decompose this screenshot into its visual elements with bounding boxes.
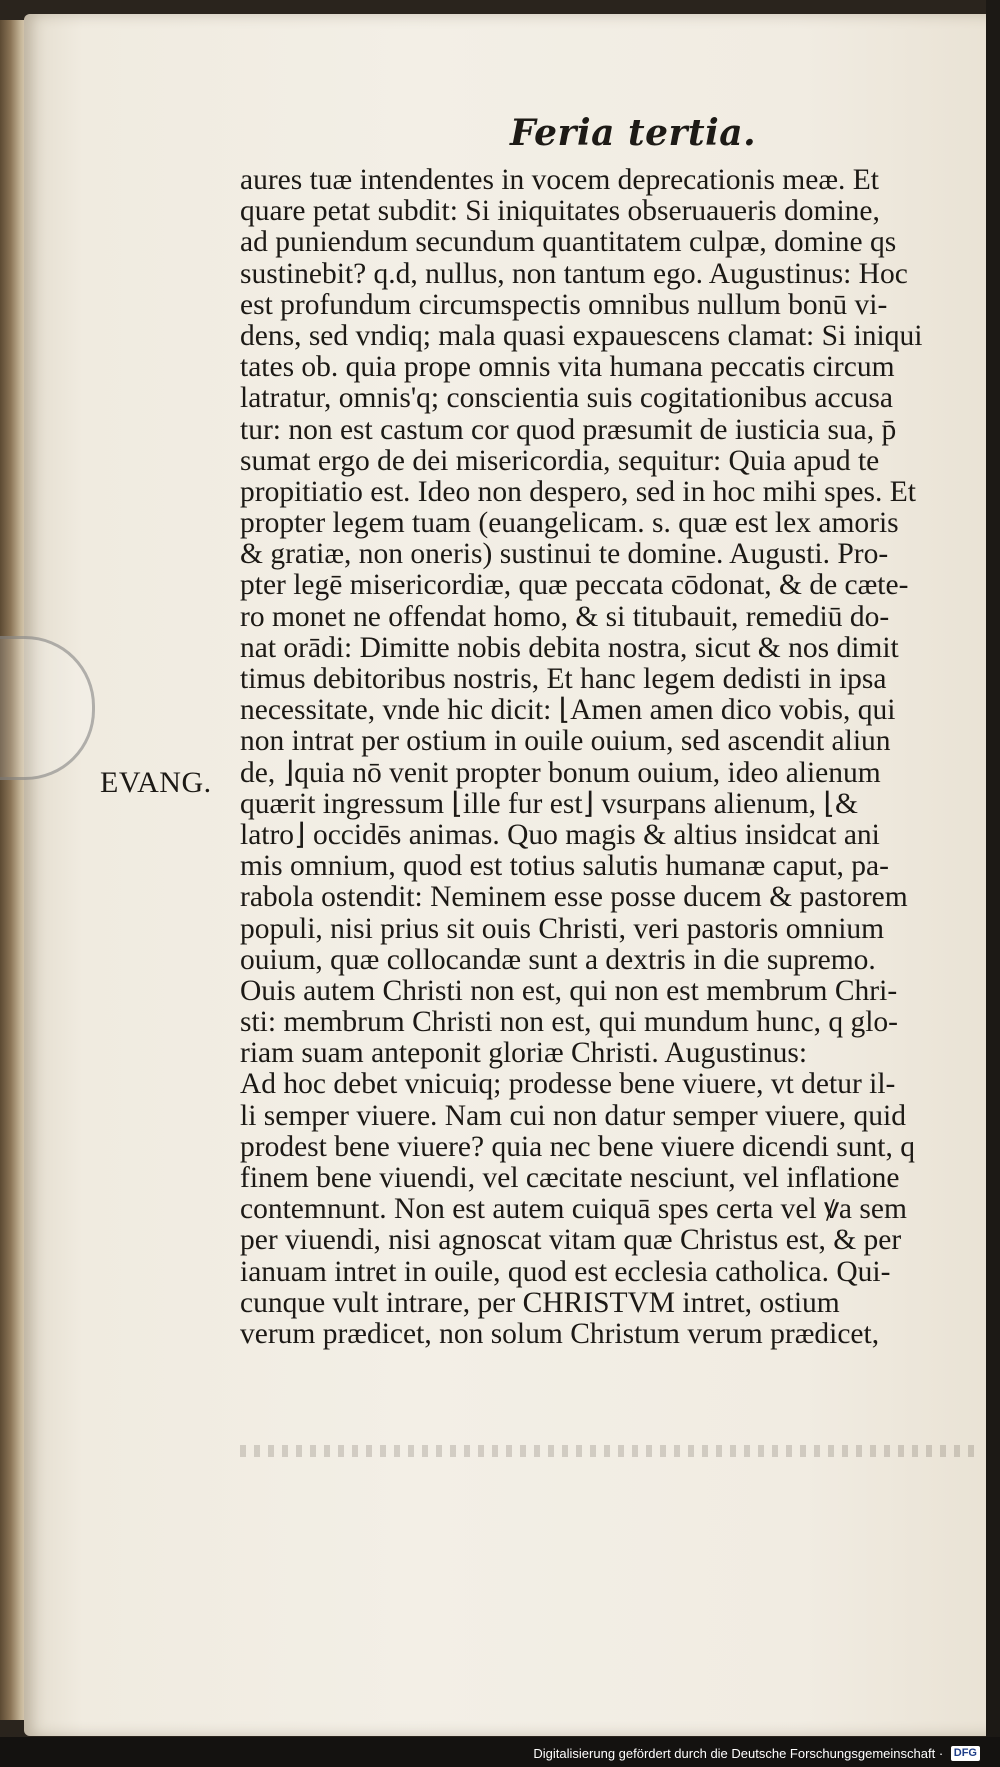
credit-separator: · [938,1746,947,1761]
text-line: Ouis autem Christi non est, qui non est membrum Chri- [240,975,898,1007]
text-line: latratur, omnis'q; conscientia suis cogitationibus accusa [240,383,893,415]
text-line: est profundum circumspectis omnibus nullum bonū vi- [240,289,888,321]
text-line: finem bene viuendi, vel cæcitate nesciunt, vel inflatione [240,1163,900,1194]
text-line: de, ⌋quia nō venit propter bonum ouium, ideo alienum [240,757,881,789]
credit-text: Digitalisierung gefördert durch die Deutsche Forschungsgemeinschaft [533,1746,936,1761]
text-line: prodest bene viuere? quia nec bene viuere dicendi sunt, q [240,1131,915,1163]
text-line: ad puniendum secundum quantitatem culpæ, domine qs [240,227,897,259]
text-line: sustinebit? q.d, nullus, non tantum ego. Augustinus: Hoc [240,258,908,290]
text-line: verum prædicet, non solum Christum verum prædicet, [240,1318,880,1350]
text-line: populi, nisi prius sit ouis Christi, veri pastoris omnium [240,913,885,945]
text-line: tur: non est castum cor quod præsumit de iusticia sua, p̄ [240,414,897,446]
text-line: cunque vult intrare, per CHRISTVM intret, ostium [240,1287,840,1319]
text-line: li semper viuere. Nam cui non datur semper viuere, quid [240,1100,906,1132]
text-line: tates ob. quia prope omnis vita humana peccatis circum [240,352,895,384]
text-line: quærit ingressum ⌊ille fur est⌋ vsurpans alienum, ⌊& [240,788,858,820]
text-line: Ad hoc debet vnicuiq; prodesse bene viuere, vt detur il- [240,1069,896,1101]
text-line: propitiatio est. Ideo non despero, sed in hoc mihi spes. Et [240,476,916,508]
body-text [240,165,980,1350]
text-line: riam suam anteponit gloriæ Christi. Augustinus: [240,1038,808,1070]
text-line: nat orādi: Dimitte nobis debita nostra, sicut & nos dimit [240,632,899,664]
text-line: timus debitoribus nostris, Et hanc legem dedisti in ipsa [240,664,887,695]
text-line: rabola ostendit: Neminem esse posse ducem & pastorem [240,882,908,914]
text-line: ouium, quæ collocandæ sunt a dextris in die supremo. [240,944,876,976]
text-line: per viuendi, nisi agnoscat vitam quæ Christus est, & per [240,1225,902,1257]
scan-right-edge [986,0,1000,1767]
text-line: dens, sed vndiq; mala quasi expauescens clamat: Si iniqui [240,320,923,352]
text-line: mis omnium, quod est totius salutis humanæ caput, pa- [240,851,889,883]
text-line: sti: membrum Christi non est, qui mundum hunc, q glo- [240,1007,898,1039]
bleed-through [240,1445,980,1457]
text-line: & gratiæ, non oneris) sustinui te domine. Augusti. Pro- [240,539,889,571]
margin-label: EVANG. [100,766,212,799]
text-line: sumat ergo de dei misericordia, sequitur: Quia apud te [240,445,880,477]
text-line: non intrat per ostium in ouile ouium, sed ascendit aliun [240,726,891,758]
dfg-logo: DFG [951,1746,980,1761]
text-line: necessitate, vnde hic dicit: ⌊Amen amen dico vobis, qui [240,695,896,727]
text-line: quare petat subdit: Si iniquitates obseruaueris domine, [240,196,880,228]
text-line: contemnunt. Non est autem cuiquā spes certa vel ꝟa sem [240,1194,907,1226]
text-line: pter legē misericordiæ, quæ peccata cōdonat, & de cæte- [240,570,909,602]
running-head: Feria tertia. [510,112,757,154]
digitization-credit [533,1745,980,1761]
text-line: ianuam intret in ouile, quod est ecclesia catholica. Qui- [240,1256,891,1288]
text-line: aures tuæ intendentes in vocem deprecationis meæ. Et [240,165,879,196]
text-line: propter legem tuam (euangelicam. s. quæ est lex amoris [240,508,899,540]
text-line: ro monet ne offendat homo, & si titubauit, remediū do- [240,601,890,633]
text-line: latro⌋ occidēs animas. Quo magis & altius insidcat ani [240,819,880,851]
